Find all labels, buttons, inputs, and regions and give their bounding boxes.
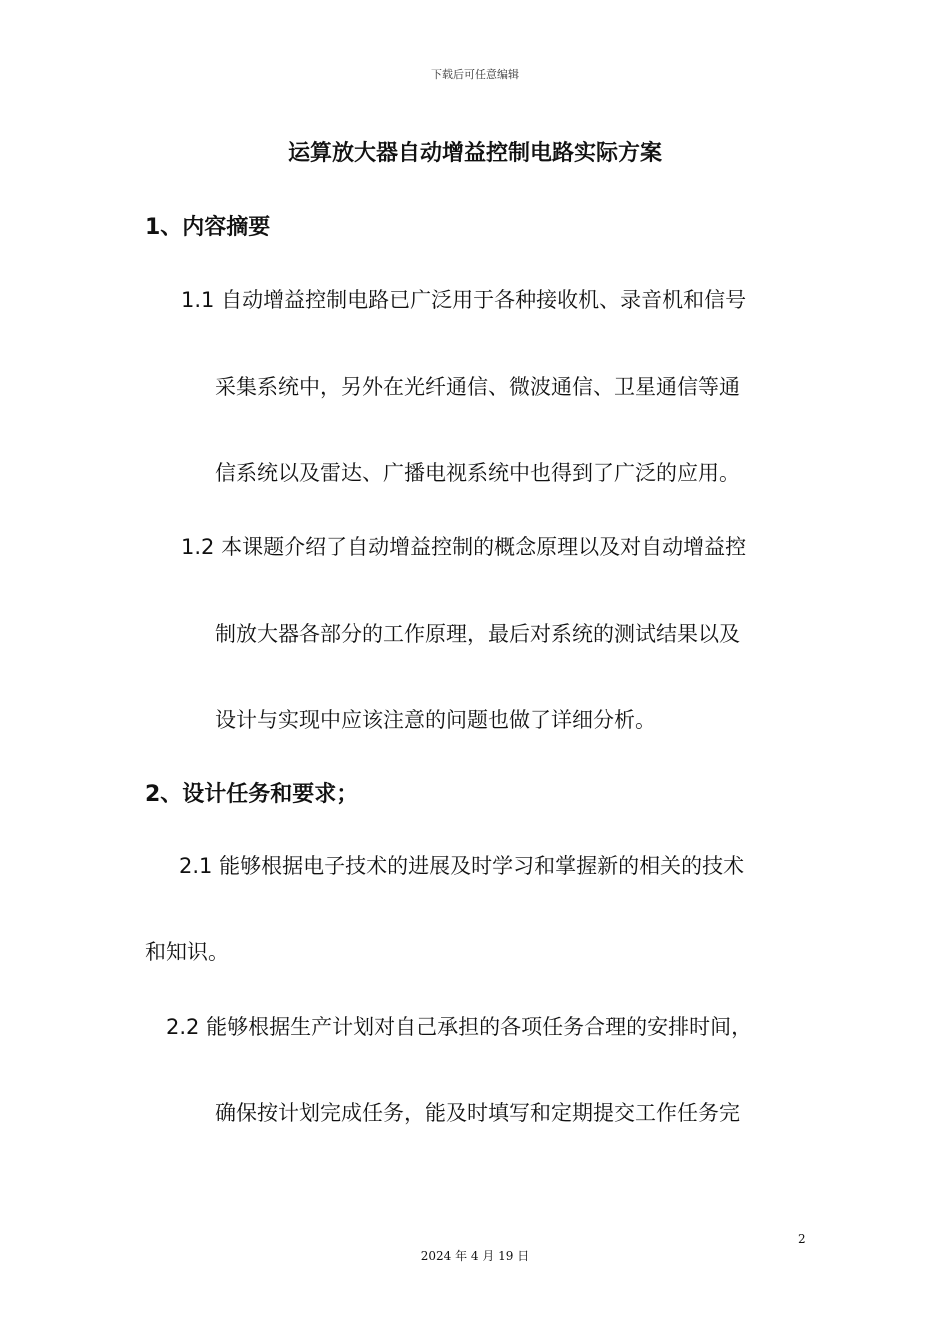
paragraph-1-1-line-2: 采集系统中，另外在光纤通信、微波通信、卫星通信等通 <box>215 375 740 399</box>
footer-date: 2024 年 4 月 19 日 <box>420 1249 530 1263</box>
paragraph-1-2-line-2: 制放大器各部分的工作原理，最后对系统的测试结果以及 <box>215 622 740 646</box>
section-1-heading: 1、内容摘要 <box>145 215 271 240</box>
paragraph-1-2-line-1: 1.2 本课题介绍了自动增益控制的概念原理以及对自动增益控 <box>181 535 747 559</box>
paragraph-2-1-line-2: 和知识。 <box>145 940 229 964</box>
paragraph-2-1-line-1: 2.1 能够根据电子技术的进展及时学习和掌握新的相关的技术 <box>179 854 745 878</box>
header-note: 下载后可任意编辑 <box>431 68 519 81</box>
document-title: 运算放大器自动增益控制电路实际方案 <box>287 141 662 166</box>
section-2-heading: 2、设计任务和要求； <box>145 782 359 807</box>
paragraph-1-1-line-1: 1.1 自动增益控制电路已广泛用于各种接收机、录音机和信号 <box>181 288 747 312</box>
page-number: 2 <box>798 1232 806 1246</box>
paragraph-2-2-line-2: 确保按计划完成任务，能及时填写和定期提交工作任务完 <box>215 1101 740 1125</box>
paragraph-2-2-line-1: 2.2 能够根据生产计划对自己承担的各项任务合理的安排时间， <box>166 1015 753 1039</box>
paragraph-1-1-line-3: 信系统以及雷达、广播电视系统中也得到了广泛的应用。 <box>215 461 740 485</box>
paragraph-1-2-line-3: 设计与实现中应该注意的问题也做了详细分析。 <box>215 708 656 732</box>
